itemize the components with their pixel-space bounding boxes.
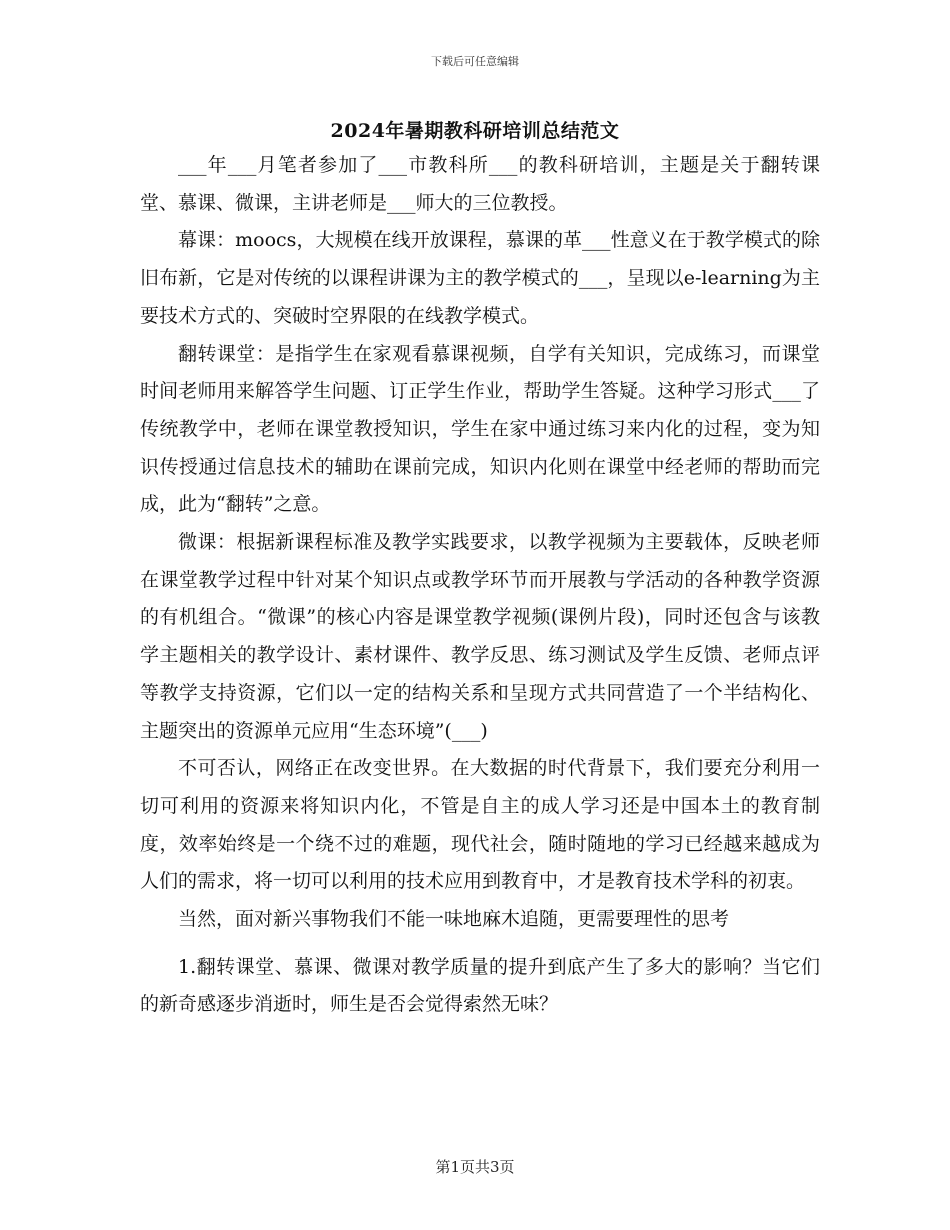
paragraph-question-1: 1.翻转课堂、慕课、微课对教学质量的提升到底产生了多大的影响？当它们的新奇感逐步消逝时，师生是否会觉得索然无味？ xyxy=(140,955,820,1016)
paragraph-micro-lesson: 微课：根据新课程标准及教学实践要求，以教学视频为主要载体，反映老师在课堂教学过程中针对某个知识点或教学环节而开展教与学活动的各种教学资源的有机组合。“微课”的核心内容是课堂教学视频(课例片段)，同时还包含与该教学主题相关的教学设计、素材课件、教学反思、练习测试及学生反馈、老师点评等教学支持资源，它们以一定的结构关系和呈现方式共同营造了一个半结构化、主题突出的资源单元应用“生态环境”(___) xyxy=(140,531,820,742)
paragraph-mooc: 幕课：moocs，大规模在线开放课程，慕课的革___性意义在于教学模式的除旧布新，它是对传统的以课程讲课为主的教学模式的___，呈现以e-learning为主要技术方式的、突破时空界限的在线教学模式。 xyxy=(140,229,820,327)
paragraph-flipped-classroom: 翻转课堂：是指学生在家观看慕课视频，自学有关知识，完成练习，而课堂时间老师用来解答学生问题、订正学生作业，帮助学生答疑。这种学习形式___了传统教学中，老师在课堂教授知识，学生在家中通过练习来内化的过程，变为知识传授通过信息技术的辅助在课前完成，知识内化则在课堂中经老师的帮助而完成，此为“翻转”之意。 xyxy=(140,342,820,516)
paragraph-network: 不可否认，网络正在改变世界。在大数据的时代背景下，我们要充分利用一切可利用的资源来将知识内化，不管是自主的成人学习还是中国本土的教育制度，效率始终是一个绕不过的难题，现代社会，随时随地的学习已经越来越成为人们的需求，将一切可以利用的技术应用到教育中，才是教育技术学科的初衷。 xyxy=(140,757,820,893)
document-title: 2024年暑期教科研培训总结范文 xyxy=(330,120,620,142)
paragraph-rational-thinking: 当然，面对新兴事物我们不能一味地麻木追随，更需要理性的思考 xyxy=(178,908,730,931)
paragraph-intro: ___年___月笔者参加了___市教科所___的教科研培训，主题是关于翻转课堂、慕课、微课，主讲老师是___师大的三位教授。 xyxy=(140,154,820,214)
page-footer-page-number: 第1页共3页 xyxy=(435,1158,515,1176)
page-header-note: 下载后可任意编辑 xyxy=(431,55,519,68)
document-body xyxy=(140,147,820,1024)
